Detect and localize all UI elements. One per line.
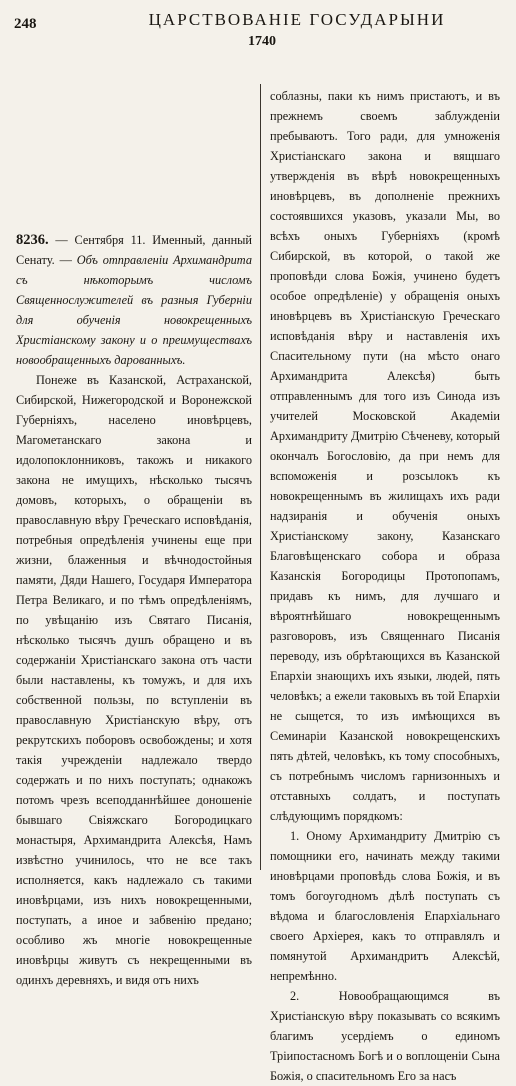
running-head: ЦАРСТВОВАНІЕ ГОСУДАРЫНИ: [148, 10, 446, 29]
left-column: [16, 230, 252, 990]
decree-title: Объ отправленіи Архимандрита съ нѣкоторымъ числомъ Священнослужителей въ разныя Губерніи для обученія новокрещенныхъ Христіанскому закону и о преимуществахъ новообращенныхъ дарованныхъ.: [16, 253, 252, 367]
year-heading: 1740: [248, 34, 276, 49]
column-divider: [260, 84, 261, 870]
left-paragraph-1: Понеже въ Казанской, Астраханской, Сибирской, Нижегородской и Воронежской Губерніяхъ, населено иновѣрцевъ, Магометанскаго закона и идолопоклонниковъ, такожъ и никакого закона не имущихъ, нѣсколько тысячъ домовъ, которыхъ, о обращеніи въ православную вѣру Греческаго исповѣданія, потребныя опредѣленія учинены еще при жизни, блаженныя и вѣчнодостойныя памяти, Дяди Нашего, Государя Императора Петра Великаго, и по тѣмъ опредѣленіямъ, по увѣщанію изъ Святаго Писанія, нѣсколько тысячъ душъ обращено и въ содержаніи Христіанскаго закона отъ части были наставлены, къ томужъ, и для ихъ собственной пользы, по вступленіи въ православную Христіанскую вѣру, отъ рекрутскихъ поборовъ освобождены; и хотя такія учрежденіи надлежало твердо содержать и по нихъ поступать; однакожъ потомъ чрезъ всеподданнѣйшее доношеніе бывшаго Свіяжскаго Богородицкаго монастыря, Архимандрита Алексѣя, Намъ извѣстно учинилось, что не все такъ исполняется, какъ надлежало съ такими иновѣрцами, изъ нихъ новокрещенными, поступать, а иное и забвенію предано; особливо жъ многіе новокрещенные иновѣрцы живутъ съ некрещенными въ одинхъ деревняхъ, и видя отъ нихъ: [16, 373, 252, 987]
decree-heading: [16, 230, 252, 370]
decree-number: 8236.: [16, 232, 49, 248]
page-number: 248: [14, 16, 37, 32]
decree-date: — Сентября 11. Именный, данный Сенату. —: [16, 233, 252, 267]
right-paragraph-3: 2. Новообращающимся въ Христіанскую вѣру показывать со всякимъ благимъ усердіемъ о единомъ Тріипостасномъ Богѣ и о воплощеніи Сына Божія, о спасительномъ Его за насъ: [270, 989, 500, 1083]
right-column: [270, 86, 500, 1086]
right-paragraph-1: соблазны, паки къ нимъ пристаютъ, и въ прежнемъ своемъ заблужденіи пребываютъ. Того ради, для умноженія Христіанскаго закона и вящшаго утвержденія въ вѣрѣ новокрещенныхъ иновѣрцевъ, въ дополненіе прежнихъ состоявшихся указовъ, указали Мы, во всѣхъ оныхъ Губерніяхъ (кромѣ Сибирской, въ которой, о такой же проповѣди слова Божія, учинено будетъ особое опредѣленіе) у обращенія оныхъ иновѣрцевъ въ Христіанскую Греческаго исповѣданія вѣру и наставленія ихъ Спасительному пути (на мѣсто онаго Архимандрита Алексѣя) быть отправленнымъ для того изъ Синода изъ учителей Московской Академіи Архимандриту Дмитрію Сѣченеву, который окончалъ Богословію, да при немъ для вспоможенія и розсылокъ къ новокрещеннымъ въ жилищахъ ихъ ради надзиранія и обученія оныхъ Христіанскому закону, Казанскаго Благовѣщенскаго собора и образа Казанскія Богородицы Протопопамъ, придавъ къ нимъ, для лучшаго и вѣроятнѣйшаго новокрещеннымъ разговоровъ, изъ Священнаго Писанія переводу, изъ обрѣтающихся въ Казанской Епархіи знающихъ ихъ языки, людей, пять человѣкъ; а ежели таковыхъ въ той Епархіи не сыщется, то изъ имѣющихся въ Семинаріи Казанской новокрещенскихъ пять дѣтей, человѣкъ, къ тому способныхъ, съ потребнымъ числомъ гарнизонныхъ и отставныхъ солдатъ, и поступать слѣдующимъ порядкомъ:: [270, 89, 500, 823]
right-paragraph-2: 1. Оному Архимандриту Дмитрію съ помощники его, начинать между такими иновѣрцами проповѣдь слова Божія, и въ томъ богоугодномъ дѣлѣ поступать съ вѣдома и благословленія Епархіальнаго своего Архіерея, какъ то отправлялъ и помянутой Архимандритъ Алексѣй, непремѣнно.: [270, 829, 500, 983]
